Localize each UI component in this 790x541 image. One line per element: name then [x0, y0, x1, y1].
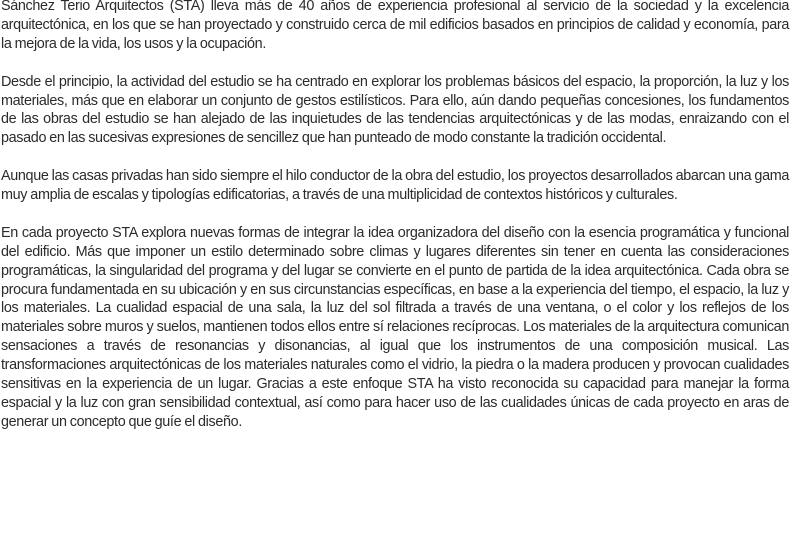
paragraph-scope: Aunque las casas privadas han sido siempre el hilo conductor de la obra del estudio, los proyectos desarrollados abarcan una gama muy amplia de escalas y tipologías edificatorias, a través de una multiplicidad de contextos históricos y culturales.: [1, 168, 790, 204]
paragraph-approach: En cada proyecto STA explora nuevas formas de integrar la idea organizadora del diseño con la esencia programática y funcional del edificio. Más que imponer un estilo determinado sobre climas y lugares diferentes sin tener en cuenta las consideraciones programáticas, la singularidad del programa y del lugar se convierte en el punto de partida de la idea arquitectónica. Cada obra se procura fundamentada en su ubicación y en sus circunstancias específicas, en base a la experiencia del tiempo, el espacio, la luz y los materiales. La cualidad espacial de una sala, la luz del sol filtrada a través de una ventana, o el color y los reflejos de los materiales sobre muros y suelos, mantienen todos ellos entre sí relaciones recíprocas. Los materiales de la arquitectura comunican sensaciones a través de resonancias y disonancias, al igual que los instrumentos de una composición musical. Las transformaciones arquitectónicas de los materiales naturales como el vidrio, la piedra o la madera producen y provocan cualidades sensitivas en la experiencia de un lugar. Gracias a este enfoque STA ha visto reconocida su capacidad para manejar la forma espacial y la luz con gran sensibilidad contextual, así como para hacer uso de las cualidades únicas de cada proyecto en aras de generar un concepto que guíe el diseño.: [1, 224, 789, 430]
paragraph-principles: Desde el principio, la actividad del estudio se ha centrado en explorar los problemas básicos del espacio, la proporción, la luz y los materiales, más que en elaborar un conjunto de gestos estilísticos. Para ello, aún dando pequeñas concesiones, los fundamentos de las obras del estudio se han alejado de las inquietudes de las tendencias arquitectónicas y de las modas, enraizando con el pasado en las sucesivas expresiones de sencillez que han punteado de modo constante la tradición occidental.: [1, 73, 789, 147]
paragraph-intro: Sánchez Terio Arquitectos (STA) lleva más de 40 años de experiencia profesional al servicio de la sociedad y la excelencia arquitectónica, en los que se han proyectado y construido cerca de mil edificios basados en principios de calidad y economía, para la mejora de la vida, los usos y la ocupación.: [1, 0, 789, 52]
